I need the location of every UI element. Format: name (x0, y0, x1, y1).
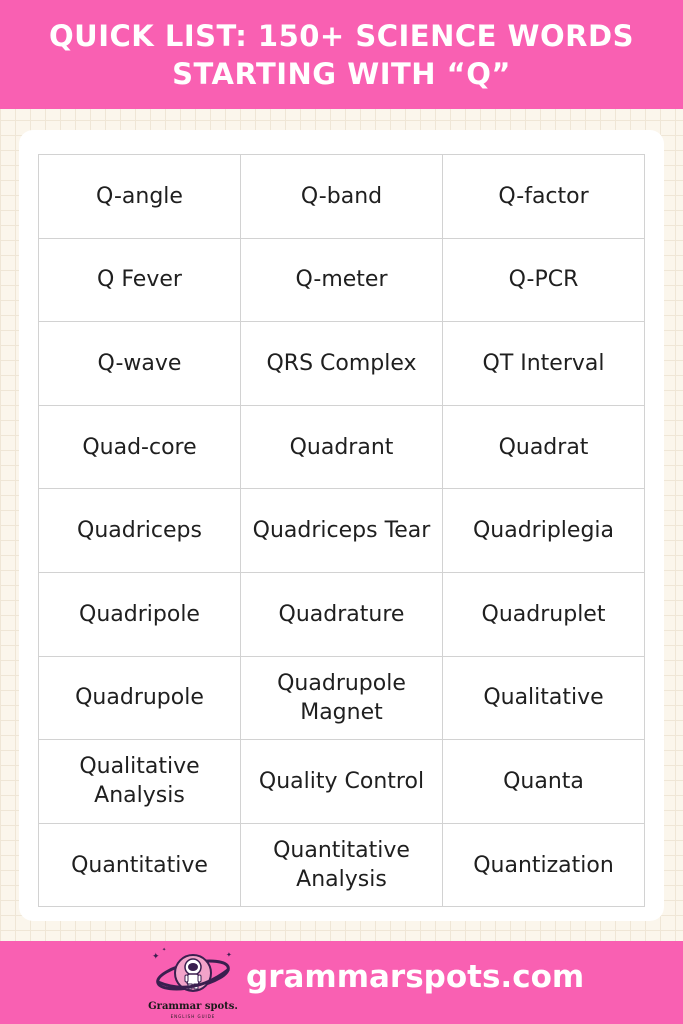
word-cell: Quantitative Analysis (241, 823, 443, 907)
word-cell: Quadrant (241, 405, 443, 489)
word-cell: Q-band (241, 155, 443, 239)
brand-logo (140, 945, 246, 1021)
word-cell: Q-PCR (443, 238, 645, 322)
table-row (39, 656, 645, 740)
svg-text:✦: ✦ (162, 947, 167, 953)
table-row (39, 823, 645, 907)
word-cell: Quadriceps (39, 489, 241, 573)
word-cell: Quadriceps Tear (241, 489, 443, 573)
table-row (39, 155, 645, 239)
word-cell: Quadrupole Magnet (241, 656, 443, 740)
word-cell: Quantization (443, 823, 645, 907)
word-cell: Quality Control (241, 740, 443, 824)
logo-tagline: ENGLISH GUIDE (170, 1014, 216, 1019)
word-cell: Quadriplegia (443, 489, 645, 573)
word-cell: Qualitative (443, 656, 645, 740)
svg-text:✦: ✦ (226, 951, 232, 959)
word-cell: QT Interval (443, 322, 645, 406)
word-cell: Q-wave (39, 322, 241, 406)
word-cell: Quadrature (241, 572, 443, 656)
word-cell: Quadrat (443, 405, 645, 489)
word-cell: Qualitative Analysis (39, 740, 241, 824)
word-cell: Q Fever (39, 238, 241, 322)
word-cell: Q-angle (39, 155, 241, 239)
page-title-line-2: STARTING WITH “Q” (172, 56, 511, 91)
table-row (39, 740, 645, 824)
page-title-line-1: QUICK LIST: 150+ SCIENCE WORDS (49, 18, 634, 53)
svg-text:✦: ✦ (152, 952, 160, 962)
word-cell: Quadrupole (39, 656, 241, 740)
table-row (39, 405, 645, 489)
logo-name: Grammar spots. (148, 1001, 238, 1012)
page-header (0, 0, 683, 109)
table-row (39, 238, 645, 322)
word-cell: Q-factor (443, 155, 645, 239)
word-table (38, 154, 645, 907)
astronaut-planet-icon (140, 945, 246, 1005)
site-link[interactable]: grammarspots.com (246, 959, 585, 995)
table-row (39, 489, 645, 573)
word-cell: Q-meter (241, 238, 443, 322)
word-cell: Quadripole (39, 572, 241, 656)
word-cell: Quad-core (39, 405, 241, 489)
table-row (39, 572, 645, 656)
word-cell: Quantitative (39, 823, 241, 907)
word-cell: Quadruplet (443, 572, 645, 656)
table-row (39, 322, 645, 406)
word-cell: Quanta (443, 740, 645, 824)
word-cell: QRS Complex (241, 322, 443, 406)
page-footer (0, 941, 683, 1024)
